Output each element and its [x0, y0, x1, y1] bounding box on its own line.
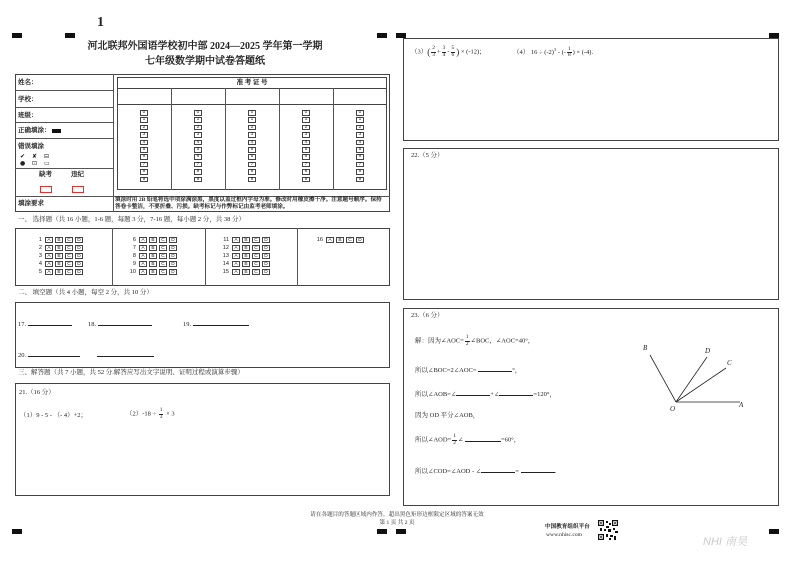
point-b-label: B	[643, 344, 648, 352]
mc-bubble-q3-C[interactable]: C	[65, 253, 73, 259]
q23-text: ∠	[457, 436, 464, 444]
q23-text: .	[554, 468, 557, 475]
mc-bubble-q14-C[interactable]: C	[252, 261, 260, 267]
mc-bubble-q11-C[interactable]: C	[252, 237, 260, 243]
mc-bubble-q14-A[interactable]: A	[232, 261, 240, 267]
absent-mark-box[interactable]	[40, 186, 52, 193]
wrong-fill-cross: ✘	[32, 153, 38, 160]
q23-text: °，	[512, 367, 522, 374]
mc-bubble-q7-A[interactable]: A	[139, 245, 147, 251]
numerator: 5	[451, 45, 455, 51]
mc-bubble-q8-B[interactable]: B	[149, 253, 157, 259]
numerator: 1	[453, 433, 456, 439]
mc-question-number: 3	[38, 253, 42, 259]
q17-blank[interactable]	[28, 319, 72, 326]
exam-id-bubble-col4-2[interactable]: 2	[302, 125, 310, 131]
fraction	[451, 46, 456, 58]
mc-bubble-q5-A[interactable]: A	[45, 269, 53, 275]
mc-bubble-q4-D[interactable]: D	[75, 261, 83, 267]
mc-bubble-q2-A[interactable]: A	[45, 245, 53, 251]
q23-line-5	[415, 434, 520, 446]
mc-question-number: 10	[129, 269, 136, 275]
mc-bubble-q15-C[interactable]: C	[252, 269, 260, 275]
operator: -	[447, 48, 450, 56]
q23-text: 所以∠BOC=2∠AOC=	[415, 367, 477, 374]
exam-id-header: 准 考 证 号	[236, 79, 268, 86]
exam-id-bubble-col1-4[interactable]: 4	[140, 140, 148, 146]
mc-group-divider	[297, 228, 298, 286]
q23-line-4: 因为 OD 平分∠AOB，	[415, 412, 480, 419]
mc-bubble-q9-D[interactable]: D	[169, 261, 177, 267]
exam-id-bubble-col4-3[interactable]: 3	[302, 132, 310, 138]
numerator: 3	[442, 45, 446, 51]
registration-mark	[12, 33, 22, 38]
exam-id-bubble-col4-4[interactable]: 4	[302, 140, 310, 146]
name-field[interactable]	[42, 80, 108, 88]
q23-text: ∠BOC，∠AOC=40°，	[470, 337, 535, 345]
mc-bubble-q16-A[interactable]: A	[326, 237, 334, 243]
exam-id-bubble-col3-6[interactable]: 6	[248, 154, 256, 160]
q23-text: +∠	[490, 391, 500, 398]
mc-bubble-q1-C[interactable]: C	[65, 237, 73, 243]
q23-line-1	[415, 335, 534, 347]
operator: +	[436, 48, 441, 56]
correct-fill-row	[18, 127, 61, 135]
mc-bubble-q9-A[interactable]: A	[139, 261, 147, 267]
mc-question-number: 14	[222, 261, 229, 267]
wrong-fill-dot: ●	[20, 160, 26, 167]
mc-bubble-q14-D[interactable]: D	[262, 261, 270, 267]
mc-bubble-q16-D[interactable]: D	[356, 237, 364, 243]
denominator: 2	[453, 439, 456, 446]
mc-bubble-q5-C[interactable]: C	[65, 269, 73, 275]
q23-blank-cod-angle[interactable]	[481, 466, 515, 473]
q18-blank[interactable]	[98, 319, 152, 326]
mc-question-number: 4	[38, 261, 42, 267]
exam-id-bubble-col2-5[interactable]: 5	[194, 147, 202, 153]
exam-id-bubble-col3-3[interactable]: 3	[248, 132, 256, 138]
q21-part3-label: （3）	[411, 48, 428, 56]
exam-id-bubble-col2-1[interactable]: 1	[194, 117, 202, 123]
mc-bubble-q7-B[interactable]: B	[149, 245, 157, 251]
q19-row	[183, 319, 249, 329]
exam-id-bubble-col1-2[interactable]: 2	[140, 125, 148, 131]
exam-id-bubble-col5-8[interactable]: 8	[356, 169, 364, 175]
exam-id-bubble-col1-8[interactable]: 8	[140, 169, 148, 175]
fraction	[452, 434, 457, 446]
q21-part3	[411, 46, 486, 58]
mc-bubble-q12-B[interactable]: B	[242, 245, 250, 251]
denominator: 2	[465, 340, 469, 347]
point-a-label: A	[739, 401, 744, 409]
watermark-logo: NHI 南昊	[703, 536, 747, 548]
exam-id-bubble-col1-7[interactable]: 7	[140, 162, 148, 168]
denominator: 4	[442, 51, 446, 58]
exam-id-bubble-col1-9[interactable]: 9	[140, 177, 148, 183]
q20-row	[18, 350, 154, 360]
exam-id-bubble-col1-3[interactable]: 3	[140, 132, 148, 138]
fraction	[567, 47, 572, 59]
exam-id-bubble-col3-4[interactable]: 4	[248, 140, 256, 146]
registration-mark	[12, 529, 22, 534]
q22-answer-box[interactable]	[403, 148, 779, 300]
q21-part4-mid: - (-	[556, 49, 566, 57]
info-row-line	[15, 138, 113, 139]
open-paren: (	[427, 47, 431, 58]
q23-text: 解：因为∠AOC=	[415, 337, 464, 345]
q21-part4-head: 16 ÷ (-2)	[530, 49, 554, 57]
mc-bubble-q11-B[interactable]: B	[242, 237, 250, 243]
q23-text: =	[515, 468, 519, 475]
mc-bubble-q2-B[interactable]: B	[55, 245, 63, 251]
platform-name: 中国教育组织平台	[545, 524, 590, 530]
q22-label: 22.（5 分）	[411, 152, 444, 159]
mc-bubble-q10-B[interactable]: B	[149, 269, 157, 275]
registration-mark	[377, 33, 387, 38]
numerator: 1	[465, 334, 469, 340]
q23-blank-aod[interactable]	[465, 435, 501, 442]
angle-diagram	[630, 338, 760, 416]
info-row-line	[15, 90, 113, 91]
exam-id-bubble-col4-5[interactable]: 5	[302, 147, 310, 153]
platform-url: www.nhisc.com	[546, 532, 582, 538]
footer-page-number: 第 1 页 共 2 页	[379, 520, 415, 526]
q18-row	[88, 319, 152, 329]
mc-question-number: 6	[132, 237, 136, 243]
q23-blank-boc[interactable]	[478, 365, 512, 372]
mc-bubble-q3-B[interactable]: B	[55, 253, 63, 259]
school-label: 学校：	[18, 96, 38, 103]
class-label: 班级：	[18, 112, 38, 119]
q23-text: 所以∠AOD=	[415, 436, 452, 444]
mc-question-number: 15	[222, 269, 229, 275]
exam-id-bubble-col5-2[interactable]: 2	[356, 125, 364, 131]
filled-bubble-sample	[52, 129, 61, 133]
exam-id-bubble-col2-8[interactable]: 8	[194, 169, 202, 175]
mc-bubble-q15-B[interactable]: B	[242, 269, 250, 275]
exam-id-bubble-col4-7[interactable]: 7	[302, 162, 310, 168]
exam-id-bubble-col4-1[interactable]: 1	[302, 117, 310, 123]
q17-row	[18, 319, 72, 329]
info-row-line	[15, 168, 113, 169]
exam-id-bubble-col3-2[interactable]: 2	[248, 125, 256, 131]
mc-bubble-q1-A[interactable]: A	[45, 237, 53, 243]
absent-label: 缺考	[39, 171, 52, 178]
q21-part2	[126, 408, 175, 420]
wrong-fill-label: 错误填涂	[18, 143, 44, 150]
exam-id-bubble-col3-5[interactable]: 5	[248, 147, 256, 153]
sheet-title: 河北联邦外国语学校初中部 2024—2025 学年第一学期	[87, 41, 323, 52]
exam-id-bubble-col2-4[interactable]: 4	[194, 140, 202, 146]
mc-bubble-q9-C[interactable]: C	[159, 261, 167, 267]
mc-question-number: 16	[316, 237, 323, 243]
mc-question-number: 13	[222, 253, 229, 259]
violation-mark-box[interactable]	[72, 186, 84, 193]
mc-bubble-q7-C[interactable]: C	[159, 245, 167, 251]
mc-group-divider	[205, 228, 206, 286]
mc-heading: 一、 选择题（共 16 小题，1-6 题，每题 3 分，7-16 题，每小题 2 分，共 38 分）	[18, 216, 245, 223]
exam-id-bubble-col5-9[interactable]: 9	[356, 177, 364, 183]
mc-bubble-q9-B[interactable]: B	[149, 261, 157, 267]
mc-bubble-q15-D[interactable]: D	[262, 269, 270, 275]
exam-id-bubble-col3-7[interactable]: 7	[248, 162, 256, 168]
mc-bubble-q6-C[interactable]: C	[159, 237, 167, 243]
exam-id-bubble-col1-5[interactable]: 5	[140, 147, 148, 153]
exam-id-bubble-col5-4[interactable]: 4	[356, 140, 364, 146]
sheet-subtitle: 七年级数学期中试卷答题纸	[145, 56, 265, 67]
mc-bubble-q16-B[interactable]: B	[336, 237, 344, 243]
denominator: 3	[432, 51, 435, 58]
mc-bubble-q13-D[interactable]: D	[262, 253, 270, 259]
mc-bubble-q11-D[interactable]: D	[262, 237, 270, 243]
mc-bubble-q5-B[interactable]: B	[55, 269, 63, 275]
mc-bubble-q1-D[interactable]: D	[75, 237, 83, 243]
qr-code	[598, 520, 618, 540]
q20-label: 20.	[18, 352, 27, 359]
exam-id-col-divider	[279, 88, 280, 190]
exam-id-bubble-col4-0[interactable]: 0	[302, 110, 310, 116]
class-field[interactable]	[42, 113, 108, 121]
point-c-label: C	[727, 359, 732, 367]
exam-id-bubble-col3-0[interactable]: 0	[248, 110, 256, 116]
exponent: 3	[553, 47, 557, 52]
ray-oc	[676, 368, 726, 402]
fraction	[159, 408, 164, 420]
exam-id-bubble-col4-9[interactable]: 9	[302, 177, 310, 183]
mc-bubble-q4-A[interactable]: A	[45, 261, 53, 267]
q23-text: 所以∠AOB=∠	[415, 391, 457, 398]
exam-id-bubble-col5-5[interactable]: 5	[356, 147, 364, 153]
exam-id-bubble-col1-0[interactable]: 0	[140, 110, 148, 116]
q23-blank-angle-2[interactable]	[499, 389, 533, 396]
q21-part4-label: （4）	[513, 49, 530, 57]
school-field[interactable]	[42, 97, 108, 105]
denominator: 6	[451, 51, 455, 58]
mc-question-number: 11	[223, 237, 229, 243]
exam-id-write-row	[117, 88, 387, 105]
violation-label: 违纪	[71, 171, 84, 178]
registration-mark	[769, 529, 779, 534]
exam-id-bubble-col2-2[interactable]: 2	[194, 125, 202, 131]
q18-label: 18.	[88, 321, 97, 328]
exam-id-bubble-col4-8[interactable]: 8	[302, 169, 310, 175]
exam-id-bubble-col1-1[interactable]: 1	[140, 117, 148, 123]
exam-id-bubble-col2-3[interactable]: 3	[194, 132, 202, 138]
q20-blank-1[interactable]	[28, 350, 80, 357]
wrong-fill-check: ✔	[20, 153, 26, 160]
mc-question-number: 5	[38, 269, 42, 275]
q21-part3-tail: × (-12)；	[460, 48, 486, 56]
mc-bubble-q4-C[interactable]: C	[65, 261, 73, 267]
q23-text: =120°，	[533, 391, 556, 398]
registration-mark	[396, 529, 406, 534]
mc-bubble-q8-A[interactable]: A	[139, 253, 147, 259]
exam-id-bubble-col2-9[interactable]: 9	[194, 177, 202, 183]
fill-requirement-text: 填涂时用 2B 铅笔将选中项涂满涂黑，黑度以盖过框内字母为准。修改时用橡皮擦干净。注意题号顺序。保持答卷卡整洁，不要折叠、污损。缺考标记与作弊标记由监考老师填涂。	[115, 197, 382, 210]
mc-bubble-q3-D[interactable]: D	[75, 253, 83, 259]
ray-od	[676, 357, 707, 402]
mc-bubble-q13-B[interactable]: B	[242, 253, 250, 259]
mc-bubble-q11-A[interactable]: A	[232, 237, 240, 243]
footer-notice: 请在各题目的答题区域内作答，超出黑色矩形边框限定区域的答案无效	[310, 512, 484, 518]
q21-label: 21.（16 分）	[19, 389, 55, 396]
mc-bubble-q7-D[interactable]: D	[169, 245, 177, 251]
numerator: 1	[567, 45, 571, 52]
q23-line-2	[415, 365, 521, 375]
mc-bubble-q1-B[interactable]: B	[55, 237, 63, 243]
mc-question-number: 2	[38, 245, 42, 251]
q21-part2-tail: × 3	[166, 410, 175, 418]
mc-group-divider	[112, 228, 113, 286]
q19-label: 19.	[183, 321, 192, 328]
point-o-label: O	[670, 405, 676, 413]
exam-id-bubble-col5-6[interactable]: 6	[356, 154, 364, 160]
exam-id-bubble-col5-1[interactable]: 1	[356, 117, 364, 123]
name-label: 姓名：	[18, 79, 38, 86]
q21-answer-box[interactable]	[15, 383, 390, 496]
fill-heading: 二、 填空题（共 4 小题，每空 2 分，共 10 分）	[18, 289, 153, 296]
exam-id-bubble-col2-6[interactable]: 6	[194, 154, 202, 160]
mc-bubble-q12-C[interactable]: C	[252, 245, 260, 251]
mc-bubble-q12-D[interactable]: D	[262, 245, 270, 251]
q23-line-6	[415, 466, 556, 476]
fraction	[442, 45, 450, 58]
exam-id-bubble-col4-6[interactable]: 6	[302, 154, 310, 160]
mc-bubble-q6-D[interactable]: D	[169, 237, 177, 243]
fraction	[465, 335, 470, 347]
mc-bubble-q6-B[interactable]: B	[149, 237, 157, 243]
mc-bubble-q8-D[interactable]: D	[169, 253, 177, 259]
page-mark: 1	[97, 15, 104, 30]
mc-question-number: 8	[132, 253, 136, 259]
registration-mark	[65, 33, 75, 38]
exam-id-bubble-col2-7[interactable]: 7	[194, 162, 202, 168]
mc-bubble-q13-C[interactable]: C	[252, 253, 260, 259]
mc-bubble-q10-A[interactable]: A	[139, 269, 147, 275]
mc-question-number: 1	[38, 237, 42, 243]
exam-id-bubble-col1-6[interactable]: 6	[140, 154, 148, 160]
exam-id-bubble-col3-9[interactable]: 9	[248, 177, 256, 183]
point-d-label: D	[705, 347, 711, 355]
exam-id-bubble-col5-3[interactable]: 3	[356, 132, 364, 138]
info-row-line	[15, 122, 113, 123]
mc-bubble-q14-B[interactable]: B	[242, 261, 250, 267]
mc-question-number: 7	[132, 245, 136, 251]
mc-bubble-q10-D[interactable]: D	[169, 269, 177, 275]
ray-ob	[650, 355, 676, 402]
numerator: 2	[432, 45, 435, 51]
q21-part4	[513, 46, 593, 59]
mc-bubble-q3-A[interactable]: A	[45, 253, 53, 259]
denominator: 3	[159, 413, 163, 420]
numerator: 1	[159, 407, 163, 413]
mc-question-number: 12	[222, 245, 229, 251]
q21-part1: （1）9 - 5 - （- 4）+2；	[20, 412, 88, 419]
q20-blank-2[interactable]	[97, 350, 154, 357]
exam-id-bubble-col2-0[interactable]: 0	[194, 110, 202, 116]
mc-bubble-q5-D[interactable]: D	[75, 269, 83, 275]
exam-id-bubble-col3-8[interactable]: 8	[248, 169, 256, 175]
info-row-line	[15, 107, 113, 108]
q23-text: =60°，	[500, 436, 521, 444]
exam-id-col-divider	[225, 88, 226, 190]
info-divider	[113, 74, 114, 196]
mc-bubble-q13-A[interactable]: A	[232, 253, 240, 259]
mc-bubble-q16-C[interactable]: C	[346, 237, 354, 243]
q21-part2-prefix: （2）-18 ÷	[126, 410, 157, 418]
exam-id-col-divider	[333, 88, 334, 190]
exam-id-bubble-col3-1[interactable]: 1	[248, 117, 256, 123]
fraction	[431, 46, 436, 58]
wrong-fill-bar: ⊟	[44, 153, 50, 160]
mc-bubble-q2-C[interactable]: C	[65, 245, 73, 251]
mc-bubble-q10-C[interactable]: C	[159, 269, 167, 275]
mc-bubble-q6-A[interactable]: A	[139, 237, 147, 243]
mc-bubble-q15-A[interactable]: A	[232, 269, 240, 275]
q23-blank-cod-value[interactable]	[521, 466, 555, 473]
mc-bubble-q12-A[interactable]: A	[232, 245, 240, 251]
fill-requirement-label: 填涂要求	[18, 200, 44, 207]
close-paren: )	[456, 47, 460, 58]
info-divider	[113, 196, 114, 212]
solve-heading: 三、解答题（共 7 小题，共 52 分.解答应写出文字说明、证明过程或演算步骤）	[18, 369, 244, 376]
q23-text: 所以∠COD=∠AOD - ∠	[415, 468, 482, 475]
exam-id-col-divider	[171, 88, 172, 190]
q21-part4-tail: ) × (-4).	[572, 49, 594, 57]
registration-mark	[377, 529, 387, 534]
wrong-fill-partial: ⊡	[32, 160, 38, 167]
q23-line-3	[415, 389, 556, 399]
q19-blank[interactable]	[193, 319, 249, 326]
q23-blank-angle-1[interactable]	[456, 389, 490, 396]
mc-bubble-q2-D[interactable]: D	[75, 245, 83, 251]
wrong-fill-empty: ▭	[44, 160, 50, 167]
mc-bubble-q8-C[interactable]: C	[159, 253, 167, 259]
exam-id-bubble-col5-0[interactable]: 0	[356, 110, 364, 116]
q23-label: 23.（6 分）	[411, 312, 444, 319]
denominator: 8	[567, 52, 571, 59]
exam-id-bubble-col5-7[interactable]: 7	[356, 162, 364, 168]
q17-label: 17.	[18, 321, 27, 328]
mc-bubble-q4-B[interactable]: B	[55, 261, 63, 267]
mc-question-number: 9	[132, 261, 136, 267]
correct-fill-label: 正确填涂：	[18, 127, 51, 134]
